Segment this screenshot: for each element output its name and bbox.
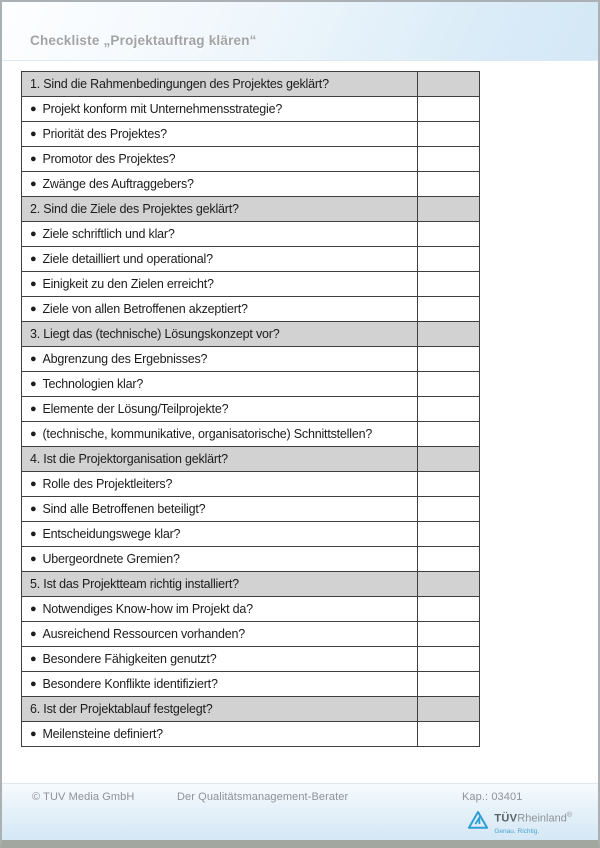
- registered-mark-icon: ®: [566, 812, 572, 819]
- checklist-table: [21, 71, 480, 747]
- footer-publication: Der Qualitätsmanagement-Berater: [177, 791, 349, 803]
- tuv-triangle-icon: [467, 810, 489, 830]
- checklist-item-cell: [22, 397, 418, 422]
- section-answer-cell: [418, 197, 480, 222]
- checklist-item-label: Abgrenzung des Ergebnisses?: [42, 352, 208, 366]
- checklist-item-label: Rolle des Projektleiters?: [42, 477, 173, 491]
- answer-cell[interactable]: [418, 222, 480, 247]
- checklist-item-row: [22, 347, 480, 372]
- section-header-label: 5. Ist das Projektteam richtig installiert?: [22, 572, 418, 597]
- checklist-item-row: [22, 222, 480, 247]
- answer-cell[interactable]: [418, 722, 480, 747]
- checklist-item-cell: [22, 247, 418, 272]
- section-answer-cell: [418, 72, 480, 97]
- logo-brand-rheinland: Rheinland: [517, 812, 567, 825]
- answer-cell[interactable]: [418, 347, 480, 372]
- answer-cell[interactable]: [418, 522, 480, 547]
- checklist-item-label: Zwänge des Auftraggebers?: [42, 177, 194, 191]
- answer-cell[interactable]: [418, 147, 480, 172]
- checklist-item-row: [22, 397, 480, 422]
- checklist-item-label: Promotor des Projektes?: [42, 152, 176, 166]
- checklist-item-row: [22, 497, 480, 522]
- checklist-item-cell: [22, 172, 418, 197]
- answer-cell[interactable]: [418, 97, 480, 122]
- bullet-icon: ●: [30, 528, 37, 540]
- footer-chapter: Kap.: 03401: [462, 791, 523, 803]
- checklist-item-label: Technologien klar?: [42, 377, 144, 391]
- answer-cell[interactable]: [418, 272, 480, 297]
- checklist-item-cell: [22, 97, 418, 122]
- checklist-item-label: Entscheidungswege klar?: [42, 527, 181, 541]
- section-header-label: 6. Ist der Projektablauf festgelegt?: [22, 697, 418, 722]
- checklist-item-label: Ziele detailliert und operational?: [42, 252, 213, 266]
- bullet-icon: ●: [30, 303, 37, 315]
- header-band: [2, 2, 598, 61]
- logo-text: [494, 810, 572, 837]
- answer-cell[interactable]: [418, 597, 480, 622]
- checklist-item-row: [22, 172, 480, 197]
- checklist-item-row: [22, 597, 480, 622]
- checklist-item-cell: [22, 522, 418, 547]
- checklist-item-cell: [22, 597, 418, 622]
- checklist-item-row: [22, 672, 480, 697]
- checklist-item-label: Ziele von allen Betroffenen akzeptiert?: [42, 302, 248, 316]
- checklist-item-row: [22, 422, 480, 447]
- checklist-item-row: [22, 722, 480, 747]
- checklist-item-row: [22, 372, 480, 397]
- answer-cell[interactable]: [418, 472, 480, 497]
- section-header-row: [22, 697, 480, 722]
- checklist-item-row: [22, 547, 480, 572]
- bullet-icon: ●: [30, 103, 37, 115]
- checklist-item-cell: [22, 497, 418, 522]
- bullet-icon: ●: [30, 628, 37, 640]
- bullet-icon: ●: [30, 478, 37, 490]
- answer-cell[interactable]: [418, 372, 480, 397]
- bullet-icon: ●: [30, 278, 37, 290]
- section-header-row: [22, 322, 480, 347]
- checklist-item-row: [22, 622, 480, 647]
- section-answer-cell: [418, 322, 480, 347]
- answer-cell[interactable]: [418, 297, 480, 322]
- checklist-item-row: [22, 97, 480, 122]
- checklist-item-label: Ausreichend Ressourcen vorhanden?: [42, 627, 246, 641]
- checklist-item-label: Besondere Konflikte identifiziert?: [42, 677, 218, 691]
- bullet-icon: ●: [30, 378, 37, 390]
- checklist-item-cell: [22, 472, 418, 497]
- bullet-icon: ●: [30, 228, 37, 240]
- checklist-item-label: Elemente der Lösung/Teilprojekte?: [42, 402, 229, 416]
- answer-cell[interactable]: [418, 547, 480, 572]
- section-answer-cell: [418, 697, 480, 722]
- checklist-item-label: Einigkeit zu den Zielen erreicht?: [42, 277, 214, 291]
- checklist-item-cell: [22, 147, 418, 172]
- answer-cell[interactable]: [418, 172, 480, 197]
- section-header-label: 1. Sind die Rahmenbedingungen des Projektes geklärt?: [22, 72, 418, 97]
- answer-cell[interactable]: [418, 397, 480, 422]
- checklist-item-row: [22, 647, 480, 672]
- checklist-item-cell: [22, 647, 418, 672]
- answer-cell[interactable]: [418, 247, 480, 272]
- section-header-label: 2. Sind die Ziele des Projektes geklärt?: [22, 197, 418, 222]
- checklist-item-row: [22, 272, 480, 297]
- section-answer-cell: [418, 572, 480, 597]
- bullet-icon: ●: [30, 653, 37, 665]
- bullet-icon: ●: [30, 503, 37, 515]
- bullet-icon: ●: [30, 253, 37, 265]
- checklist-item-cell: [22, 422, 418, 447]
- answer-cell[interactable]: [418, 497, 480, 522]
- checklist-item-label: Ubergeordnete Gremien?: [42, 552, 180, 566]
- checklist-item-cell: [22, 122, 418, 147]
- checklist-item-cell: [22, 347, 418, 372]
- page-title: Checkliste „Projektauftrag klären“: [30, 33, 257, 48]
- bullet-icon: ●: [30, 553, 37, 565]
- bullet-icon: ●: [30, 428, 37, 440]
- answer-cell[interactable]: [418, 647, 480, 672]
- answer-cell[interactable]: [418, 122, 480, 147]
- checklist-item-row: [22, 247, 480, 272]
- logo-brand-tuv: TÜV: [494, 812, 518, 825]
- bullet-icon: ●: [30, 678, 37, 690]
- checklist-item-cell: [22, 672, 418, 697]
- checklist-item-cell: [22, 722, 418, 747]
- checklist-item-label: Priorität des Projektes?: [42, 127, 167, 141]
- section-header-row: [22, 197, 480, 222]
- checklist-item-cell: [22, 297, 418, 322]
- section-header-label: 4. Ist die Projektorganisation geklärt?: [22, 447, 418, 472]
- checklist-item-row: [22, 472, 480, 497]
- bullet-icon: ●: [30, 353, 37, 365]
- checklist-item-row: [22, 122, 480, 147]
- footer-band: [2, 783, 598, 841]
- checklist-item-cell: [22, 272, 418, 297]
- section-header-row: [22, 572, 480, 597]
- bullet-icon: ●: [30, 728, 37, 740]
- footer-copyright: © TUV Media GmbH: [32, 791, 135, 803]
- checklist-item-label: Besondere Fähigkeiten genutzt?: [42, 652, 217, 666]
- checklist-body: [22, 72, 480, 747]
- logo-tagline: Genau. Richtig.: [494, 827, 540, 835]
- checklist-item-label: Meilensteine definiert?: [42, 727, 163, 741]
- section-header-row: [22, 72, 480, 97]
- answer-cell[interactable]: [418, 672, 480, 697]
- bullet-icon: ●: [30, 153, 37, 165]
- checklist-item-label: (technische, kommunikative, organisatorische) Schnittstellen?: [42, 427, 373, 441]
- checklist-item-cell: [22, 222, 418, 247]
- answer-cell[interactable]: [418, 422, 480, 447]
- bullet-icon: ●: [30, 403, 37, 415]
- checklist-item-row: [22, 522, 480, 547]
- checklist-item-label: Projekt konform mit Unternehmensstrategie?: [42, 102, 283, 116]
- checklist-item-cell: [22, 547, 418, 572]
- section-header-label: 3. Liegt das (technische) Lösungskonzept vor?: [22, 322, 418, 347]
- checklist-item-row: [22, 147, 480, 172]
- section-answer-cell: [418, 447, 480, 472]
- checklist-item-label: Sind alle Betroffenen beteiligt?: [42, 502, 206, 516]
- tuv-rheinland-logo: [467, 810, 572, 837]
- bullet-icon: ●: [30, 178, 37, 190]
- checklist-item-label: Ziele schriftlich und klar?: [42, 227, 175, 241]
- checklist-item-label: Notwendiges Know-how im Projekt da?: [42, 602, 253, 616]
- checklist-item-cell: [22, 622, 418, 647]
- section-header-row: [22, 447, 480, 472]
- checklist-item-row: [22, 297, 480, 322]
- bullet-icon: ●: [30, 603, 37, 615]
- bullet-icon: ●: [30, 128, 37, 140]
- answer-cell[interactable]: [418, 622, 480, 647]
- checklist-item-cell: [22, 372, 418, 397]
